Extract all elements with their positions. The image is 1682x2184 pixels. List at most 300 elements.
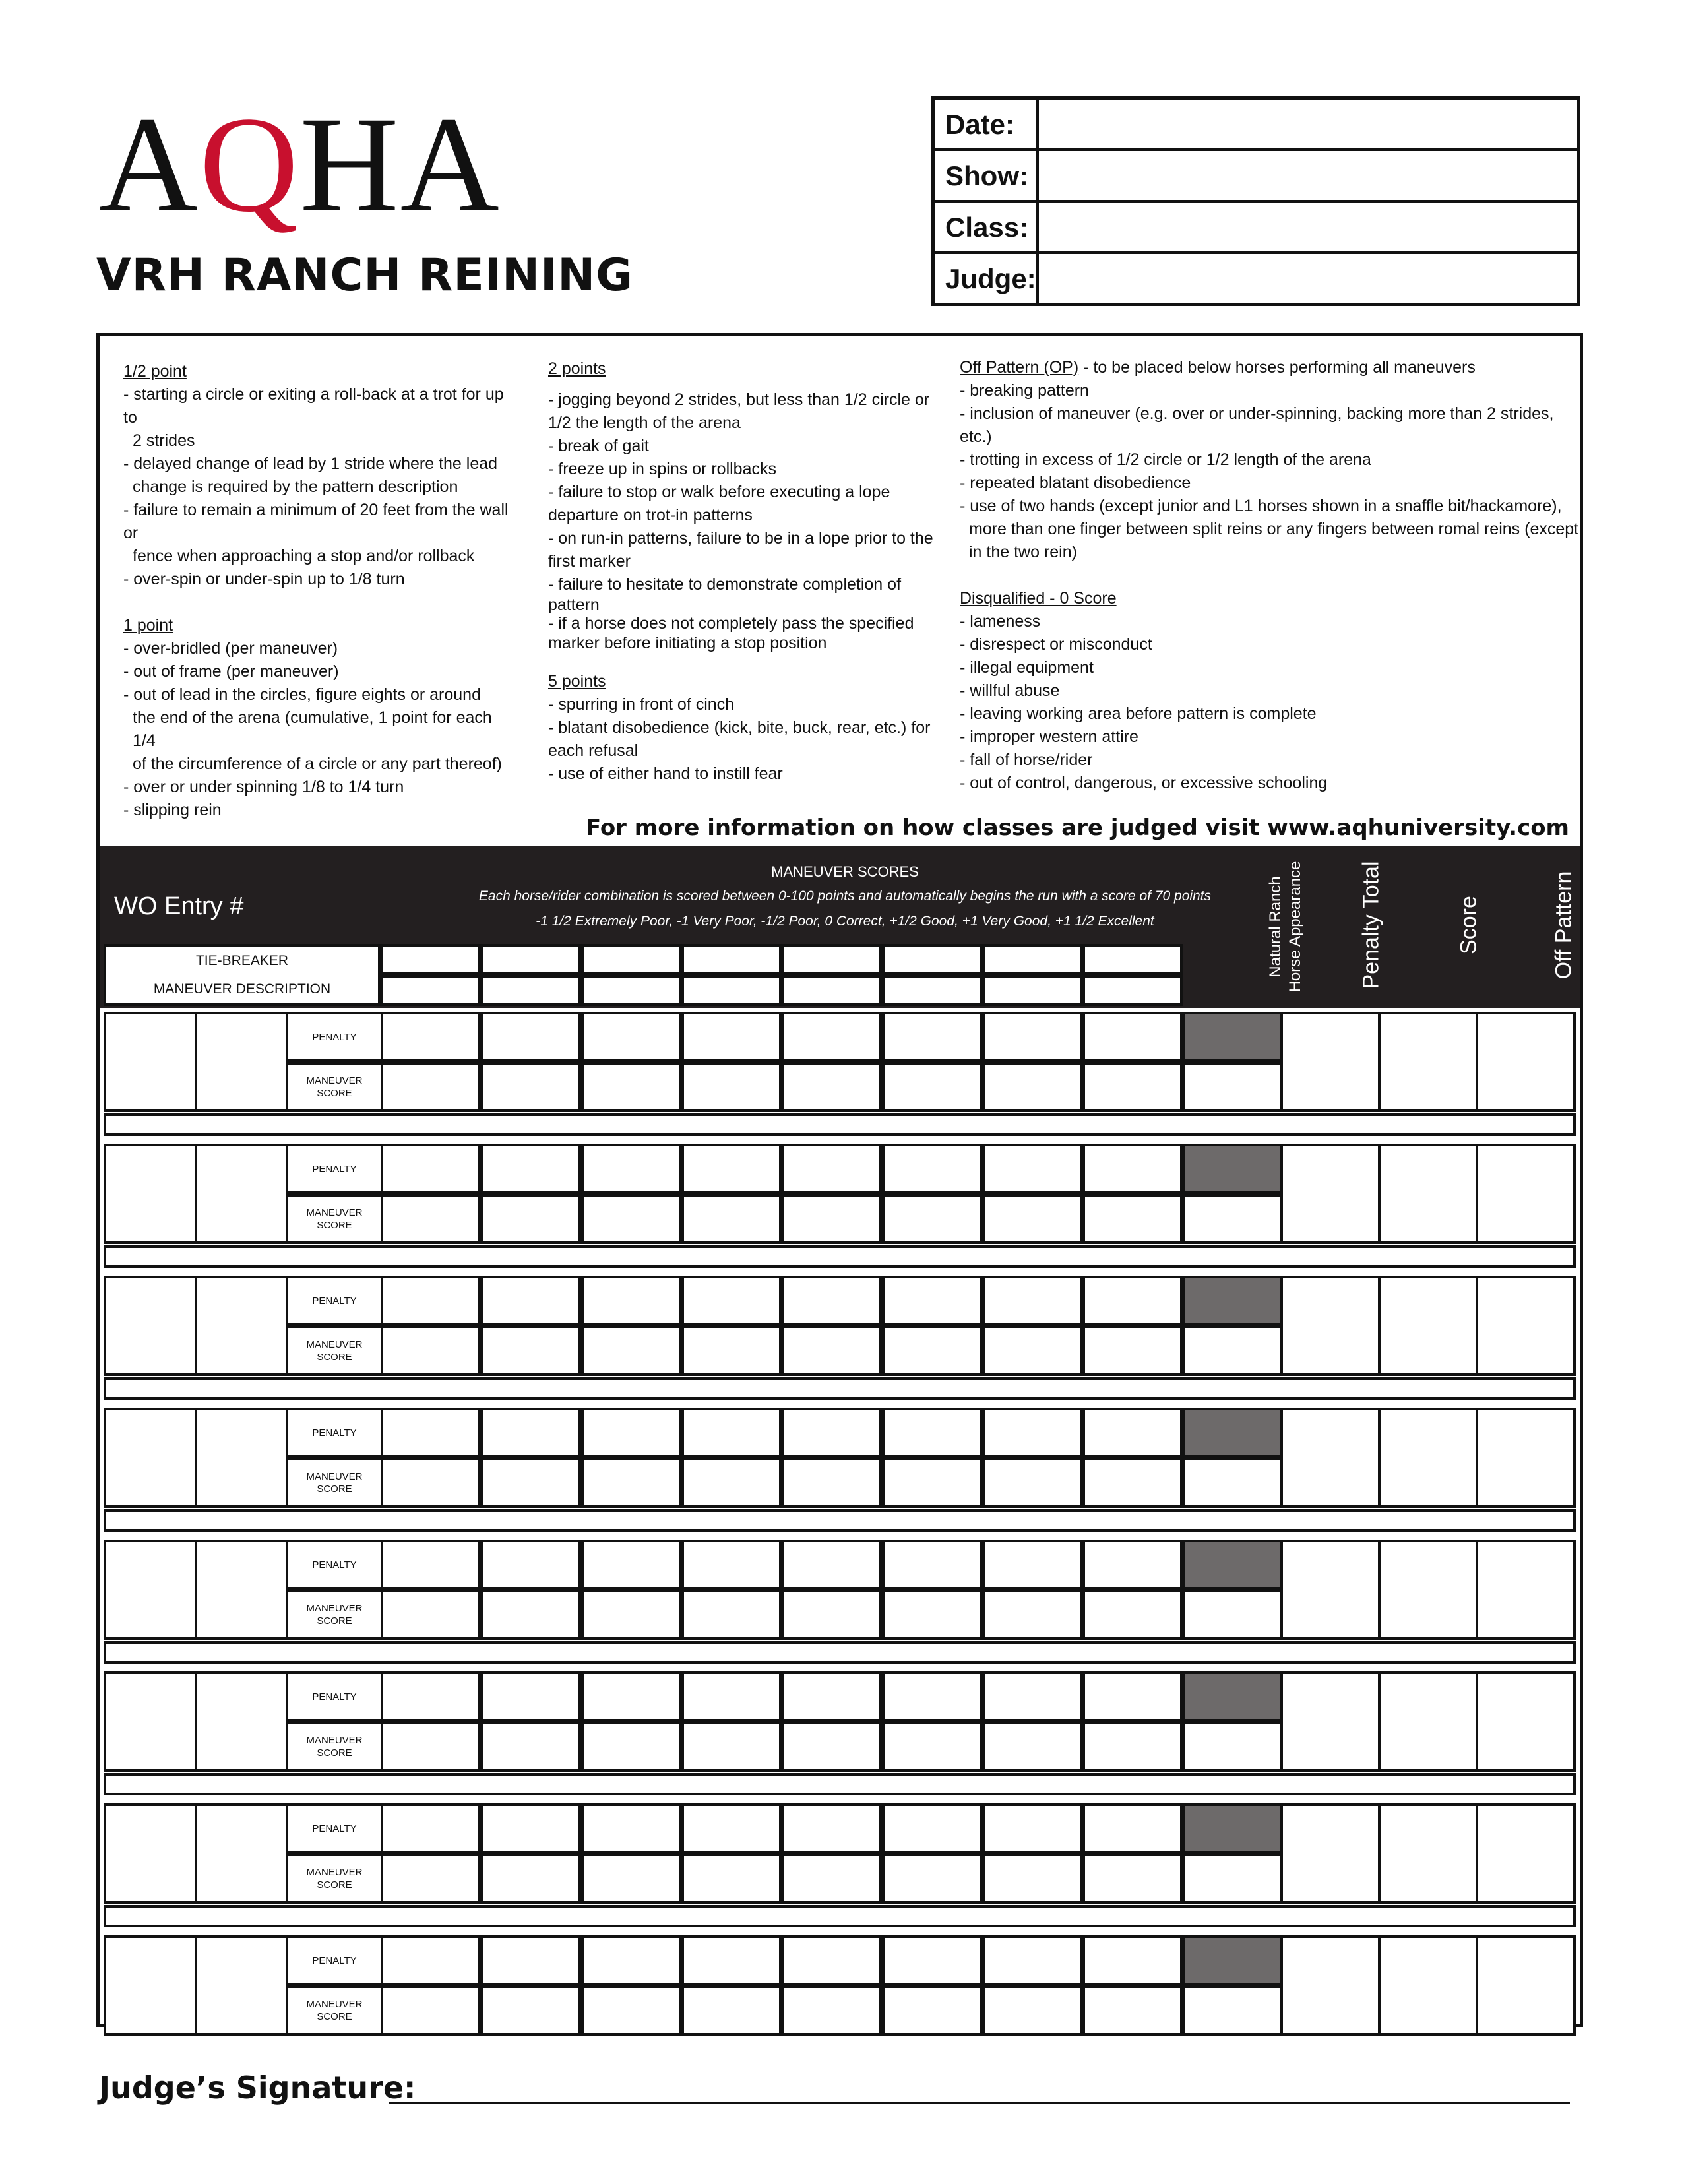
penalty-cell[interactable] (381, 1144, 481, 1194)
maneuver-score-cell[interactable] (1082, 1458, 1183, 1508)
tie-breaker-cell[interactable] (681, 975, 782, 1006)
entry-number-cell[interactable] (195, 1935, 288, 2036)
rule-item: - fall of horse/rider (960, 751, 1093, 769)
maneuver-score-cell[interactable] (581, 1326, 681, 1376)
maneuver-score-cell[interactable] (982, 1062, 1082, 1112)
maneuver-score-cell[interactable] (381, 1062, 481, 1112)
natural-ranch-header (1266, 854, 1305, 999)
more-info-link[interactable]: For more information on how classes are judged visit www.aqhuniversity.com (585, 815, 1569, 841)
penalty-cell[interactable] (481, 1540, 581, 1590)
penalty-cell[interactable] (982, 1408, 1082, 1458)
entry-separator (104, 1773, 1576, 1795)
maneuver-score-cell[interactable] (381, 1194, 481, 1244)
entry-block (100, 1140, 1580, 1272)
rule-item: - starting a circle or exiting a roll-back at a trot for up to (123, 385, 504, 427)
score-cell[interactable] (1378, 1803, 1478, 1904)
penalty-cell[interactable] (381, 1012, 481, 1062)
penalty-cell[interactable] (882, 1276, 982, 1326)
score-header: Score (1456, 896, 1481, 954)
maneuver-score-cell[interactable] (581, 1458, 681, 1508)
wo-cell[interactable] (104, 1408, 197, 1508)
penalty-total-cell[interactable] (1280, 1540, 1381, 1640)
date-label: Date: (935, 100, 1039, 148)
maneuver-score-cell[interactable] (1082, 1722, 1183, 1772)
natural-ranch-label: Natural Ranch (1266, 876, 1284, 978)
off-pattern-cell[interactable] (1476, 1276, 1576, 1376)
entry-block (100, 1404, 1580, 1536)
penalty-total-cell[interactable] (1280, 1144, 1381, 1244)
maneuver-score-label-cell (286, 1985, 383, 2036)
entry-number-cell[interactable] (195, 1012, 288, 1112)
penalty-cell[interactable] (1082, 1671, 1183, 1722)
maneuver-description-label: MANEUVER DESCRIPTION (153, 981, 331, 997)
penalty-label-cell (286, 1671, 383, 1722)
judge-row (935, 254, 1577, 305)
penalty-label: PENALTY (312, 1163, 357, 1175)
maneuver-score-cell[interactable] (681, 1722, 782, 1772)
maneuver-scores-header (100, 846, 1580, 1008)
wo-entry-label: WO Entry # (114, 892, 244, 920)
penalty-cell[interactable] (581, 1540, 681, 1590)
natural-ranch-score-cell[interactable] (1183, 1854, 1283, 1904)
rule-item: pattern (548, 596, 600, 614)
rule-item: - freeze up in spins or rollbacks (548, 460, 776, 478)
maneuver-score-cell[interactable] (1082, 1062, 1183, 1112)
class-label: Class: (935, 203, 1039, 251)
maneuver-score-cell[interactable] (581, 1062, 681, 1112)
score-cell[interactable] (1378, 1276, 1478, 1376)
rule-item: - break of gait (548, 437, 649, 455)
two-points-heading: 2 points (548, 359, 606, 378)
maneuver-score-cell[interactable] (581, 1854, 681, 1904)
maneuver-score-cell[interactable] (982, 1590, 1082, 1640)
rule-item: - over-bridled (per maneuver) (123, 639, 338, 658)
natural-ranch-score-cell[interactable] (1183, 1985, 1283, 2036)
maneuver-score-cell[interactable] (481, 1985, 581, 2036)
maneuver-score-cell[interactable] (381, 1458, 481, 1508)
off-pattern-note: - to be placed below horses performing all maneuvers (1078, 358, 1476, 377)
entry-separator (104, 1905, 1576, 1927)
date-row (935, 100, 1577, 151)
penalty-cell[interactable] (581, 1671, 681, 1722)
penalty-cell[interactable] (782, 1144, 882, 1194)
penalty-total-cell[interactable] (1280, 1408, 1381, 1508)
tie-breaker-cell[interactable] (1082, 944, 1183, 975)
rule-item: - failure to stop or walk before executing a lope (548, 483, 890, 501)
maneuver-score-cell[interactable] (1082, 1194, 1183, 1244)
score-sheet (96, 333, 1583, 2027)
tie-breaker-cell[interactable] (581, 975, 681, 1006)
penalty-cell[interactable] (681, 1144, 782, 1194)
penalty-cell[interactable] (782, 1935, 882, 1985)
scoring-scale: -1 1/2 Extremely Poor, -1 Very Poor, -1/2 Poor, 0 Correct, +1/2 Good, +1 Very Good, +1 1/2 Excellent (536, 914, 1154, 929)
penalty-cell[interactable] (381, 1540, 481, 1590)
natural-ranch-score-cell[interactable] (1183, 1458, 1283, 1508)
penalty-cell[interactable] (1082, 1540, 1183, 1590)
maneuver-score-cell[interactable] (681, 1985, 782, 2036)
maneuver-score-label: MANEUVER SCORE (306, 1867, 363, 1890)
maneuver-score-cell[interactable] (782, 1722, 882, 1772)
maneuver-score-cell[interactable] (982, 1985, 1082, 2036)
rule-item: fence when approaching a stop and/or rollback (133, 547, 475, 565)
maneuver-score-cell[interactable] (481, 1326, 581, 1376)
rule-item: - repeated blatant disobedience (960, 474, 1191, 492)
wo-cell[interactable] (104, 1012, 197, 1112)
maneuver-score-cell[interactable] (1082, 1590, 1183, 1640)
natural-ranch-score-cell[interactable] (1183, 1590, 1283, 1640)
judge-label: Judge: (935, 254, 1039, 305)
maneuver-score-cell[interactable] (481, 1590, 581, 1640)
penalty-cell[interactable] (381, 1276, 481, 1326)
penalty-total-cell[interactable] (1280, 1012, 1381, 1112)
wo-cell[interactable] (104, 1671, 197, 1772)
natural-ranch-score-cell[interactable] (1183, 1326, 1283, 1376)
penalty-cell[interactable] (1082, 1012, 1183, 1062)
tie-breaker-cell[interactable] (681, 944, 782, 975)
class-row (935, 203, 1577, 254)
maneuver-score-cell[interactable] (1082, 1326, 1183, 1376)
rule-item: in the two rein) (969, 543, 1077, 561)
off-pattern-cell[interactable] (1476, 1408, 1576, 1508)
wo-cell[interactable] (104, 1935, 197, 2036)
maneuver-score-cell[interactable] (882, 1326, 982, 1376)
penalty-cell[interactable] (481, 1408, 581, 1458)
entry-number-cell[interactable] (195, 1803, 288, 1904)
rule-item: - delayed change of lead by 1 stride where the lead (123, 454, 498, 473)
maneuver-score-cell[interactable] (782, 1590, 882, 1640)
rule-item: first marker (548, 552, 631, 571)
off-pattern-cell[interactable] (1476, 1144, 1576, 1244)
natural-ranch-shaded-cell (1183, 1935, 1283, 1985)
maneuver-score-label: MANEUVER SCORE (306, 1207, 363, 1231)
penalty-cell[interactable] (882, 1671, 982, 1722)
penalty-total-cell[interactable] (1280, 1671, 1381, 1772)
maneuver-score-cell[interactable] (882, 1985, 982, 2036)
penalty-cell[interactable] (782, 1276, 882, 1326)
maneuver-score-cell[interactable] (782, 1326, 882, 1376)
rule-item: - breaking pattern (960, 381, 1089, 400)
penalty-cell[interactable] (982, 1276, 1082, 1326)
penalty-total-header: Penalty Total (1358, 861, 1384, 989)
penalty-cell[interactable] (782, 1671, 882, 1722)
penalty-cell[interactable] (381, 1935, 481, 1985)
entry-number-cell[interactable] (195, 1671, 288, 1772)
entry-block (100, 1799, 1580, 1931)
score-cell[interactable] (1378, 1144, 1478, 1244)
penalty-cell[interactable] (481, 1803, 581, 1854)
maneuver-score-cell[interactable] (1082, 1985, 1183, 2036)
penalty-cell[interactable] (581, 1408, 681, 1458)
penalty-cell[interactable] (481, 1671, 581, 1722)
one-point-heading: 1 point (123, 616, 173, 635)
maneuver-score-cell[interactable] (882, 1590, 982, 1640)
rule-item: - leaving working area before pattern is complete (960, 704, 1317, 723)
aqha-logo: AQHA (99, 88, 501, 240)
penalty-label-cell (286, 1408, 383, 1458)
rule-item: the end of the arena (cumulative, 1 point for each 1/4 (133, 708, 492, 750)
rule-item: - over-spin or under-spin up to 1/8 turn (123, 570, 405, 588)
tie-breaker-cell[interactable] (982, 944, 1082, 975)
maneuver-score-label-cell (286, 1854, 383, 1904)
penalty-cell[interactable] (581, 1012, 681, 1062)
maneuver-score-cell[interactable] (481, 1194, 581, 1244)
off-pattern-cell[interactable] (1476, 1012, 1576, 1112)
entry-block (100, 1668, 1580, 1799)
penalty-cell[interactable] (1082, 1144, 1183, 1194)
maneuver-score-cell[interactable] (481, 1854, 581, 1904)
natural-ranch-score-cell[interactable] (1183, 1062, 1283, 1112)
penalty-cell[interactable] (782, 1408, 882, 1458)
entry-separator (104, 1641, 1576, 1664)
rule-item: - use of either hand to instill fear (548, 764, 783, 783)
five-points-heading: 5 points (548, 672, 606, 691)
maneuver-score-cell[interactable] (982, 1722, 1082, 1772)
disqualified-heading: Disqualified - 0 Score (960, 589, 1117, 608)
penalty-label: PENALTY (312, 1559, 357, 1571)
tie-breaker-cell[interactable] (782, 944, 882, 975)
tie-breaker-cell[interactable] (381, 975, 481, 1006)
rule-item: each refusal (548, 741, 639, 760)
penalty-total-cell[interactable] (1280, 1803, 1381, 1904)
tie-breaker-cell[interactable] (782, 975, 882, 1006)
entry-number-cell[interactable] (195, 1276, 288, 1376)
penalty-cell[interactable] (481, 1276, 581, 1326)
penalty-cell[interactable] (882, 1144, 982, 1194)
penalty-label: PENALTY (312, 1954, 357, 1966)
maneuver-score-cell[interactable] (782, 1458, 882, 1508)
penalty-cell[interactable] (882, 1408, 982, 1458)
rule-item: - over or under spinning 1/8 to 1/4 turn (123, 778, 404, 796)
maneuver-score-cell[interactable] (581, 1985, 681, 2036)
maneuver-score-cell[interactable] (381, 1722, 481, 1772)
penalty-cell[interactable] (882, 1803, 982, 1854)
score-cell[interactable] (1378, 1671, 1478, 1772)
maneuver-score-cell[interactable] (681, 1062, 782, 1112)
off-pattern-header: Off Pattern (1551, 871, 1576, 980)
tie-breaker-cell[interactable] (581, 944, 681, 975)
rule-item: - illegal equipment (960, 658, 1094, 677)
rule-item: - improper western attire (960, 728, 1138, 746)
wo-cell[interactable] (104, 1144, 197, 1244)
penalty-label: PENALTY (312, 1427, 357, 1439)
wo-cell[interactable] (104, 1803, 197, 1904)
entry-number-cell[interactable] (195, 1540, 288, 1640)
penalty-cell[interactable] (782, 1540, 882, 1590)
rule-item: - if a horse does not completely pass the specified (548, 614, 914, 633)
rule-item: - use of two hands (except junior and L1 horses shown in a snaffle bit/hackamore), (960, 497, 1562, 515)
maneuver-score-cell[interactable] (381, 1985, 481, 2036)
penalty-cell[interactable] (982, 1012, 1082, 1062)
rule-item: - trotting in excess of 1/2 circle or 1/2 length of the arena (960, 451, 1371, 469)
entry-block (100, 1272, 1580, 1404)
penalty-cell[interactable] (782, 1012, 882, 1062)
rule-item: - out of frame (per maneuver) (123, 662, 339, 681)
wo-cell[interactable] (104, 1276, 197, 1376)
penalty-cell[interactable] (481, 1012, 581, 1062)
maneuver-score-cell[interactable] (882, 1458, 982, 1508)
penalty-cell[interactable] (782, 1803, 882, 1854)
maneuver-score-cell[interactable] (882, 1722, 982, 1772)
maneuver-score-cell[interactable] (782, 1194, 882, 1244)
natural-ranch-score-cell[interactable] (1183, 1194, 1283, 1244)
penalty-cell[interactable] (1082, 1276, 1183, 1326)
maneuver-score-cell[interactable] (381, 1590, 481, 1640)
maneuver-score-label: MANEUVER SCORE (306, 1999, 363, 2022)
penalty-cell[interactable] (681, 1803, 782, 1854)
penalty-total-cell[interactable] (1280, 1276, 1381, 1376)
entry-number-cell[interactable] (195, 1144, 288, 1244)
maneuver-score-label: MANEUVER SCORE (306, 1339, 363, 1363)
maneuver-score-label: MANEUVER SCORE (306, 1603, 363, 1627)
penalty-cell[interactable] (882, 1012, 982, 1062)
rule-item: - failure to remain a minimum of 20 feet from the wall or (123, 501, 509, 542)
maneuver-score-cell[interactable] (581, 1194, 681, 1244)
tie-breaker-label-box (104, 944, 381, 1006)
tie-breaker-cell[interactable] (1082, 975, 1183, 1006)
scoring-note: Each horse/rider combination is scored between 0-100 points and automatically begins the run with a score of 70 points (478, 889, 1212, 904)
maneuver-score-cell[interactable] (882, 1194, 982, 1244)
penalty-cell[interactable] (381, 1803, 481, 1854)
maneuver-score-cell[interactable] (982, 1854, 1082, 1904)
penalty-cell[interactable] (381, 1671, 481, 1722)
maneuver-score-label: MANEUVER SCORE (306, 1471, 363, 1495)
event-info-table (931, 96, 1580, 306)
maneuver-score-label: MANEUVER SCORE (306, 1075, 363, 1099)
maneuver-score-cell[interactable] (581, 1722, 681, 1772)
page-title: VRH RANCH REINING (96, 249, 634, 301)
penalty-cell[interactable] (1082, 1803, 1183, 1854)
maneuver-score-cell[interactable] (982, 1194, 1082, 1244)
penalty-label-cell (286, 1803, 383, 1854)
maneuver-score-cell[interactable] (681, 1326, 782, 1376)
penalty-cell[interactable] (1082, 1935, 1183, 1985)
tie-breaker-cell[interactable] (481, 944, 581, 975)
penalty-cell[interactable] (982, 1671, 1082, 1722)
natural-ranch-score-cell[interactable] (1183, 1722, 1283, 1772)
maneuver-score-cell[interactable] (681, 1194, 782, 1244)
penalty-label-cell (286, 1144, 383, 1194)
penalty-cell[interactable] (882, 1540, 982, 1590)
maneuver-score-cell[interactable] (481, 1062, 581, 1112)
penalty-cell[interactable] (681, 1935, 782, 1985)
maneuver-score-cell[interactable] (381, 1854, 481, 1904)
rule-item: - failure to hesitate to demonstrate completion of (548, 575, 902, 594)
penalty-cell[interactable] (681, 1012, 782, 1062)
maneuver-scores-title: MANEUVER SCORES (771, 863, 919, 880)
score-cell[interactable] (1378, 1540, 1478, 1640)
rule-item: - inclusion of maneuver (e.g. over or under-spinning, backing more than 2 strides, etc.) (960, 404, 1554, 446)
penalty-cell[interactable] (381, 1408, 481, 1458)
penalty-cell[interactable] (982, 1935, 1082, 1985)
off-pattern-cell[interactable] (1476, 1803, 1576, 1904)
score-cell[interactable] (1378, 1012, 1478, 1112)
rule-item: - disrespect or misconduct (960, 635, 1152, 654)
penalty-cell[interactable] (982, 1540, 1082, 1590)
maneuver-score-cell[interactable] (882, 1062, 982, 1112)
penalty-cell[interactable] (982, 1803, 1082, 1854)
penalty-cell[interactable] (982, 1144, 1082, 1194)
rule-item: marker before initiating a stop position (548, 634, 827, 652)
natural-ranch-shaded-cell (1183, 1408, 1283, 1458)
maneuver-score-cell[interactable] (581, 1590, 681, 1640)
penalty-cell[interactable] (1082, 1408, 1183, 1458)
penalty-cell[interactable] (581, 1144, 681, 1194)
maneuver-score-cell[interactable] (782, 1062, 882, 1112)
penalty-label: PENALTY (312, 1823, 357, 1834)
entry-separator (104, 1113, 1576, 1136)
entry-separator (104, 1509, 1576, 1532)
off-pattern-cell[interactable] (1476, 1935, 1576, 2036)
natural-ranch-shaded-cell (1183, 1803, 1283, 1854)
penalty-cell[interactable] (681, 1408, 782, 1458)
half-point-rules (123, 360, 519, 822)
tie-breaker-cell[interactable] (882, 975, 982, 1006)
rule-item: - out of lead in the circles, figure eights or around (123, 685, 481, 704)
rule-item: 1/2 the length of the arena (548, 414, 741, 432)
score-cell[interactable] (1378, 1408, 1478, 1508)
maneuver-score-cell[interactable] (481, 1722, 581, 1772)
horse-appearance-label: Horse Appearance (1286, 861, 1304, 993)
entry-separator (104, 1377, 1576, 1400)
natural-ranch-shaded-cell (1183, 1540, 1283, 1590)
penalty-cell[interactable] (581, 1935, 681, 1985)
maneuver-score-cell[interactable] (481, 1458, 581, 1508)
maneuver-score-cell[interactable] (681, 1458, 782, 1508)
off-pattern-cell[interactable] (1476, 1540, 1576, 1640)
penalty-cell[interactable] (681, 1671, 782, 1722)
tie-breaker-cell[interactable] (882, 944, 982, 975)
maneuver-score-cell[interactable] (1082, 1854, 1183, 1904)
rule-item: - spurring in front of cinch (548, 695, 735, 714)
tie-breaker-cell[interactable] (982, 975, 1082, 1006)
penalty-total-cell[interactable] (1280, 1935, 1381, 2036)
penalty-cell[interactable] (681, 1276, 782, 1326)
maneuver-score-cell[interactable] (982, 1458, 1082, 1508)
penalty-cell[interactable] (581, 1803, 681, 1854)
maneuver-score-cell[interactable] (882, 1854, 982, 1904)
maneuver-score-label: MANEUVER SCORE (306, 1735, 363, 1759)
rule-item: - slipping rein (123, 801, 222, 819)
maneuver-score-cell[interactable] (982, 1326, 1082, 1376)
penalty-label-cell (286, 1935, 383, 1985)
judge-signature-line[interactable] (389, 2102, 1570, 2104)
maneuver-score-cell[interactable] (681, 1590, 782, 1640)
rule-item: - jogging beyond 2 strides, but less than 1/2 circle or (548, 390, 930, 409)
tie-breaker-cell[interactable] (481, 975, 581, 1006)
maneuver-score-cell[interactable] (782, 1985, 882, 2036)
penalty-cell[interactable] (481, 1935, 581, 1985)
maneuver-score-cell[interactable] (381, 1326, 481, 1376)
penalty-label: PENALTY (312, 1295, 357, 1307)
penalty-cell[interactable] (481, 1144, 581, 1194)
penalty-cell[interactable] (581, 1276, 681, 1326)
off-pattern-heading: Off Pattern (OP) (960, 358, 1079, 377)
tie-breaker-cell[interactable] (381, 944, 481, 975)
off-pattern-cell[interactable] (1476, 1671, 1576, 1772)
rule-item: - lameness (960, 612, 1041, 631)
entry-number-cell[interactable] (195, 1408, 288, 1508)
penalty-label-cell (286, 1012, 383, 1062)
maneuver-score-cell[interactable] (681, 1854, 782, 1904)
maneuver-score-cell[interactable] (782, 1854, 882, 1904)
rule-item: more than one finger between split reins or any fingers between romal reins (except (969, 520, 1579, 538)
score-cell[interactable] (1378, 1935, 1478, 2036)
penalty-cell[interactable] (681, 1540, 782, 1590)
penalty-cell[interactable] (882, 1935, 982, 1985)
rule-item: 2 strides (133, 431, 195, 450)
wo-cell[interactable] (104, 1540, 197, 1640)
judge-signature-label: Judge’s Signature: (99, 2070, 416, 2106)
